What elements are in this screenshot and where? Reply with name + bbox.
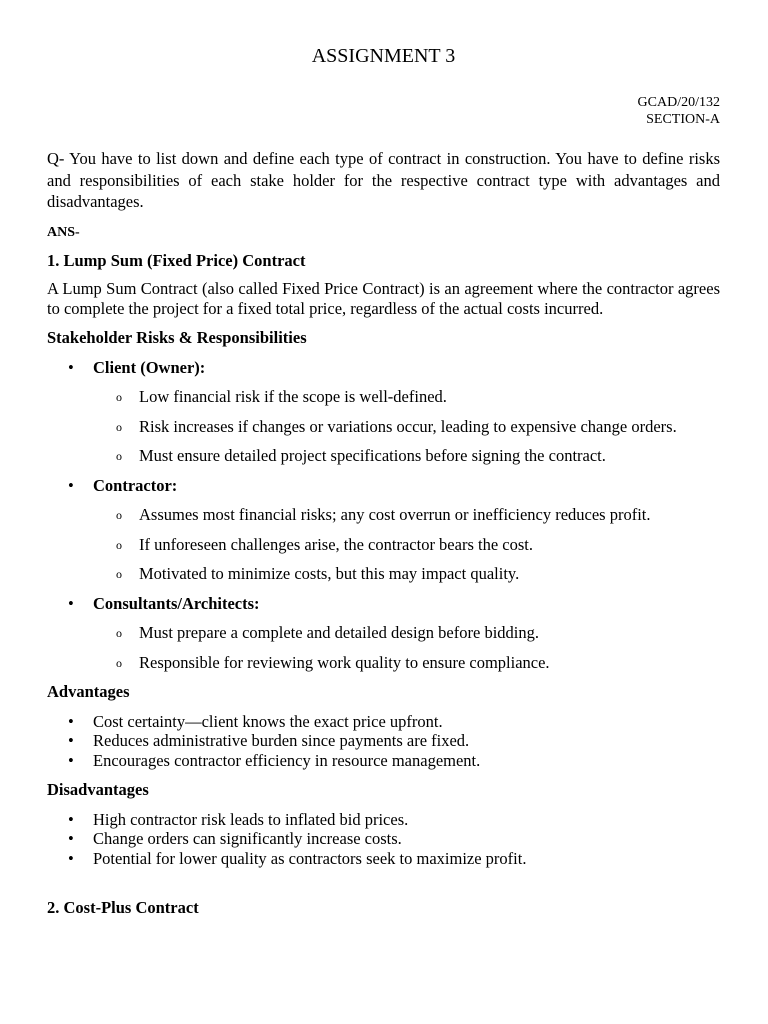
stakeholder-point [47, 535, 720, 555]
disadvantage-item [47, 810, 720, 830]
section1-heading: 1. Lump Sum (Fixed Price) Contract [47, 250, 306, 270]
sub-bullet-icon: o [116, 390, 122, 404]
advantages-list [47, 712, 720, 771]
sub-bullet-icon: o [116, 537, 122, 552]
stakeholder-list [47, 358, 720, 673]
bullet-icon: • [68, 475, 74, 495]
student-info [638, 94, 720, 128]
sub-bullet-icon: o [116, 508, 122, 522]
bullet-icon: • [68, 809, 74, 829]
point-text: Assumes most financial risks; any cost overrun or inefficiency reduces profit. [139, 505, 651, 524]
stakeholder-label: Consultants/Architects: [93, 593, 260, 613]
sub-bullet-icon: o [116, 567, 122, 581]
advantage-item [47, 712, 720, 732]
stakeholder-label: Client (Owner): [93, 357, 206, 377]
stakeholder-points [47, 387, 720, 466]
bullet-icon: • [68, 750, 74, 770]
answer-label: ANS- [47, 224, 80, 240]
question-text: Q- You have to list down and define each type of contract in construction. You have to define risks and responsibilities of each stake holder for the respective contract type with advantages and disadvantages. [47, 149, 720, 211]
disadvantages-heading: Disadvantages [47, 780, 149, 799]
advantage-text: Cost certainty—client knows the exact price upfront. [93, 711, 443, 731]
stakeholder-item [47, 358, 720, 466]
disadvantage-text: High contractor risk leads to inflated bid prices. [93, 809, 409, 829]
point-text: Risk increases if changes or variations occur, leading to expensive change orders. [139, 416, 677, 436]
disadvantage-item [47, 829, 720, 849]
section-label: SECTION-A [646, 112, 720, 127]
section1-definition: A Lump Sum Contract (also called Fixed Price Contract) is an agreement where the contractor agrees to complete the project for a fixed total price, regardless of the actual costs incurred. [47, 279, 720, 318]
stakeholder-item [47, 476, 720, 584]
bullet-icon: • [68, 829, 74, 848]
sub-bullet-icon: o [116, 449, 122, 463]
sub-bullet-icon: o [116, 626, 122, 640]
point-text: Must ensure detailed project specifications before signing the contract. [139, 446, 606, 465]
advantage-text: Encourages contractor efficiency in resource management. [93, 750, 481, 770]
advantage-text: Reduces administrative burden since payments are fixed. [93, 731, 470, 750]
point-text: Must prepare a complete and detailed design before bidding. [139, 623, 539, 642]
bullet-icon: • [68, 848, 74, 868]
bullet-icon: • [68, 593, 74, 613]
section2-heading: 2. Cost-Plus Contract [47, 898, 199, 917]
stakeholder-point [47, 623, 720, 643]
bullet-icon: • [68, 731, 74, 750]
advantage-item [47, 731, 720, 751]
point-text: Responsible for reviewing work quality to ensure compliance. [139, 652, 550, 672]
stakeholder-item [47, 594, 720, 673]
advantage-item [47, 751, 720, 771]
disadvantage-text: Change orders can significantly increase costs. [93, 829, 402, 848]
stakeholder-point [47, 653, 720, 673]
stakeholder-point [47, 564, 720, 584]
bullet-icon: • [68, 711, 74, 731]
point-text: Motivated to minimize costs, but this may impact quality. [139, 564, 520, 583]
sub-bullet-icon: o [116, 655, 122, 670]
roll-number: GCAD/20/132 [637, 95, 720, 110]
stakeholder-point [47, 387, 720, 407]
document-title: ASSIGNMENT 3 [311, 45, 456, 67]
advantages-heading: Advantages [47, 682, 130, 701]
disadvantage-text: Potential for lower quality as contractors seek to maximize profit. [93, 848, 527, 868]
stakeholder-label: Contractor: [93, 475, 178, 495]
bullet-icon: • [68, 357, 74, 377]
stakeholder-heading: Stakeholder Risks & Responsibilities [47, 328, 307, 347]
stakeholder-points [47, 505, 720, 584]
stakeholder-point [47, 505, 720, 525]
disadvantage-item [47, 849, 720, 869]
stakeholder-points [47, 623, 720, 672]
stakeholder-point [47, 446, 720, 466]
document-body [47, 148, 720, 918]
sub-bullet-icon: o [116, 419, 122, 434]
disadvantages-list [47, 810, 720, 869]
point-text: If unforeseen challenges arise, the contractor bears the cost. [139, 534, 533, 554]
point-text: Low financial risk if the scope is well-defined. [139, 387, 447, 406]
stakeholder-point [47, 417, 720, 437]
